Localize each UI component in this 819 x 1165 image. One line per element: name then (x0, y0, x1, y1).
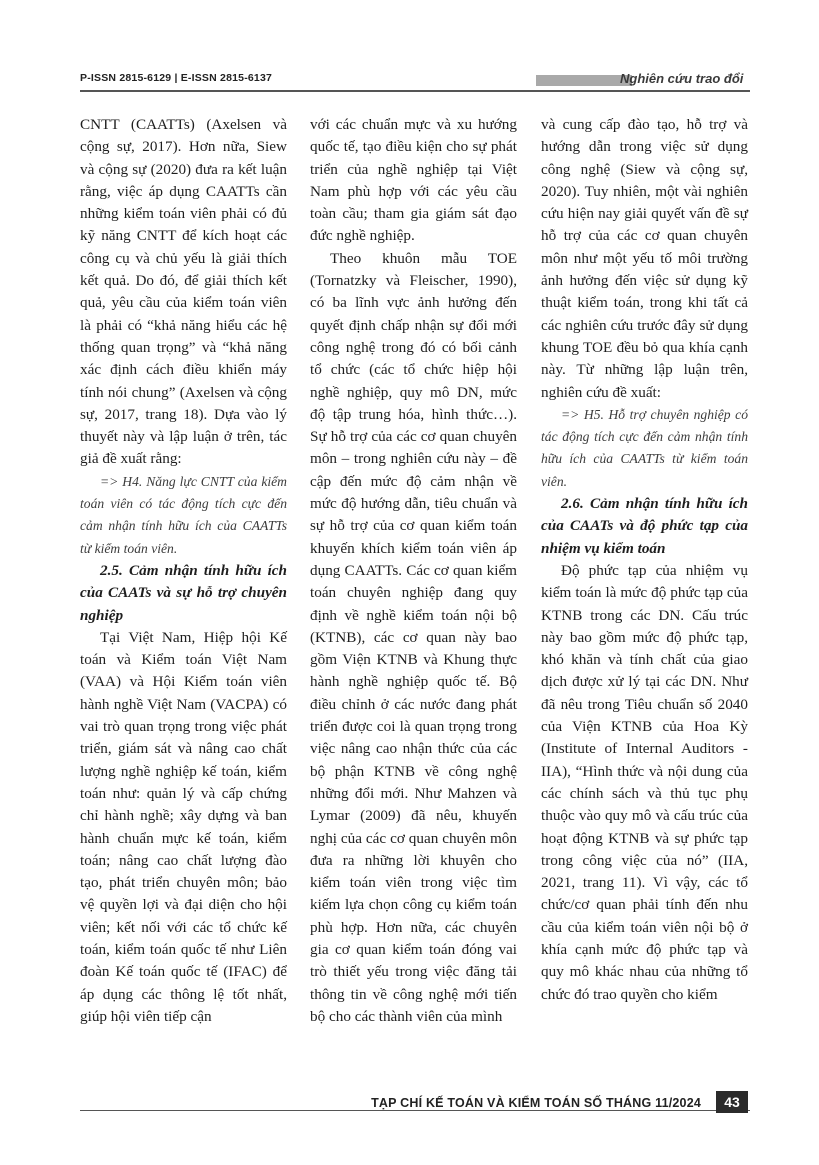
paragraph: Theo khuôn mẫu TOE (Tornatzky và Fleischer, 1990), có ba lĩnh vực ảnh hưởng đến quyết định chấp nhận sự đổi mới công nghệ trong đó có bối cảnh tổ chức (các tổ chức hiệp hội nghề nghiệp, quy mô DN, mức độ tập trung hóa, hình thức…). Sự hỗ trợ của các cơ quan chuyên môn – trong nghiên cứu này – đề cập đến mức độ cảm nhận về mức độ hướng dẫn, tiêu chuẩn và sự hỗ trợ của cơ quan kiểm toán khuyến khích kiểm toán viên áp dụng CAATTs. Các cơ quan kiểm toán chuyên nghiệp đang quy định về nghề kiểm toán nội bộ (KTNB), các cơ quan này bao gồm Viện KTNB và Khung thực hành nghề nghiệp quốc tế. Bộ điều chỉnh ở các nước đang phát triển được coi là quan trọng trong việc nâng cao nhận thức của các bộ phận KTNB về công nghệ những đổi mới. Như Mahzen và Lymar (2009) đã nêu, khuyến nghị của các cơ quan chuyên môn đưa ra những lời khuyên cho kiểm toán viên trong việc tìm kiếm lựa chọn công cụ kiểm toán phù hợp. Hơn nữa, các chuyên gia cơ quan kiểm toán đóng vai trò thiết yếu trong việc đăng tải thông tin về công nghệ mới tiến bộ cho các thành viên của mình (310, 249, 517, 1025)
section-heading-2-6: 2.6. Cảm nhận tính hữu ích của CAATs và độ phức tạp của nhiệm vụ kiểm toán (541, 495, 748, 557)
issn-label: P-ISSN 2815-6129 | E-ISSN 2815-6137 (80, 72, 273, 84)
section-heading-2-5: 2.5. Cảm nhận tính hữu ích của CAATs và sự hỗ trợ chuyên nghiệp (80, 561, 287, 624)
section-title: Nghiên cứu trao đổi (620, 71, 744, 86)
page-number: 43 (716, 1091, 748, 1113)
paragraph: và cung cấp đào tạo, hỗ trợ và hướng dẫn trong việc sử dụng công nghệ (Siew và cộng sự, 2020). Tuy nhiên, một vài nghiên cứu hiện nay giải quyết vấn đề sự hỗ trợ của các cơ quan chuyên môn như một yếu tố môi trường ảnh hưởng đến việc sử dụng kỹ thuật kiểm toán, trong khi tất cả các nghiên cứu trước đây sử dụng khung TOE đều bỏ qua khía cạnh này. Từ những lập luận trên, nghiên cứu đề xuất: (541, 116, 748, 401)
header-rule (80, 90, 750, 92)
paragraph: với các chuẩn mực và xu hướng quốc tế, tạo điều kiện cho sự phát triển của nghề nghiệp tại Việt Nam phù hợp với các yêu cầu toàn cầu; tham gia giám sát đạo đức nghề nghiệp. (310, 116, 517, 245)
text-column-3 (541, 114, 748, 1006)
paragraph: Độ phức tạp của nhiệm vụ kiểm toán là mức độ phức tạp của KTNB trong các DN. Cấu trúc này bao gồm mức độ phức tạp, khó khăn và tính chất của giao dịch được xử lý tại các DN. Như đã nêu trong Tiêu chuẩn số 2040 của Viện KTNB của Hoa Kỳ (Institute of Internal Auditors - IIA), “Hình thức và nội dung của các chính sách và thủ tục phụ thuộc vào quy mô và cấu trúc của hoạt động KTNB và sự phức tạp trong công việc của nó” (IIA, 2021, trang 11). Vì vậy, các tổ chức/cơ quan phải tính đến nhu cầu của kiểm toán viên nội bộ ở khía cạnh mức độ phức tạp và quy mô khác nhau của những tổ chức đó trao quyền cho kiểm (541, 561, 748, 1003)
hypothesis-h5: => H5. Hỗ trợ chuyên nghiệp có tác động tích cực đến cảm nhận tính hữu ích của CAATTs từ kiểm toán viên. (541, 406, 748, 489)
text-column-1 (80, 114, 287, 1028)
paragraph: Tại Việt Nam, Hiệp hội Kế toán và Kiểm toán Việt Nam (VAA) và Hội Kiểm toán viên hành nghề Việt Nam (VACPA) có vai trò quan trọng trong việc phát triển, giám sát và nâng cao chất lượng nghề nghiệp kế toán, kiểm toán như: quản lý và cấp chứng chỉ hành nghề; xây dựng và ban hành chuẩn mực kế toán, kiểm toán; nâng cao chất lượng đào tạo, phát triển chuyên môn; bảo vệ quyền lợi và đại diện cho hội viên; kết nối với các tổ chức kế toán, kiểm toán quốc tế như Liên đoàn Kế toán quốc tế (IFAC) để áp dụng các thông lệ tốt nhất, giúp hội viên tiếp cận (80, 628, 287, 1025)
paragraph: CNTT (CAATTs) (Axelsen và cộng sự, 2017). Hơn nữa, Siew và cộng sự (2020) đưa ra kết luận rằng, việc áp dụng CAATTs cần những kiểm toán viên phải có đủ kỹ năng CNTT để kích hoạt các công cụ và chủ yếu là giải thích kết quả. Do đó, để giải thích kết quả, yêu cầu của kiểm toán viên là phải có “khả năng hiểu các hệ thống quan trọng” và “khả năng xác định cách điều khiển máy tính nói chung” (Axelsen và cộng sự, 2017, trang 18). Dựa vào lý thuyết này và lập luận ở trên, tác giả đề xuất rằng: (80, 116, 287, 468)
section-banner-bar (536, 75, 632, 86)
section-banner (536, 71, 756, 89)
footer-rule (80, 1110, 750, 1111)
journal-title: TẠP CHÍ KẾ TOÁN VÀ KIỂM TOÁN SỐ THÁNG 11/2024 (365, 1096, 701, 1110)
hypothesis-h4: => H4. Năng lực CNTT của kiểm toán viên có tác động tích cực đến cảm nhận tính hữu ích của CAATTs từ kiểm toán viên. (80, 473, 287, 556)
text-column-2 (310, 114, 517, 1028)
